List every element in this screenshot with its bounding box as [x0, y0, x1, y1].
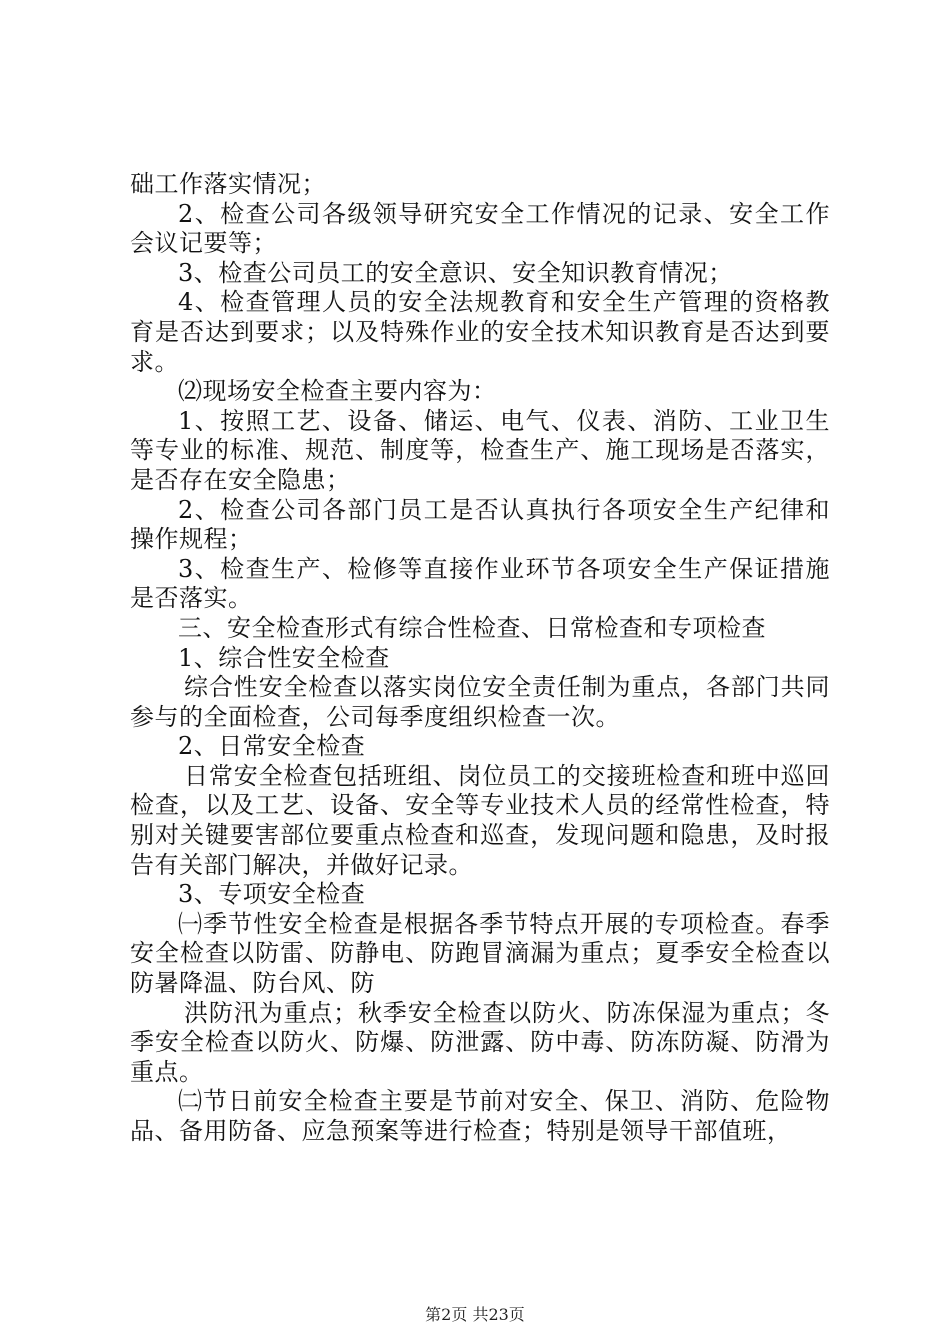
- paragraph-4: 4、检查管理人员的安全法规教育和安全生产管理的资格教育是否达到要求；以及特殊作业的安全技术知识教育是否达到要求。: [130, 288, 830, 376]
- paragraph-1: 础工作落实情况；: [130, 170, 326, 198]
- paragraph-6: 1、按照工艺、设备、储运、电气、仪表、消防、工业卫生等专业的标准、规范、制度等，检查生产、施工现场是否落实，是否存在安全隐患；: [130, 406, 830, 494]
- paragraph-2: 2、检查公司各级领导研究安全工作情况的记录、安全工作会议记要等；: [130, 199, 830, 258]
- section-heading: 三、安全检查形式有综合性检查、日常检查和专项检查: [178, 613, 766, 642]
- paragraph-7: 2、检查公司各部门员工是否认真执行各项安全生产纪律和操作规程；: [130, 495, 830, 554]
- paragraph-5: ⑵现场安全检查主要内容为：: [178, 377, 497, 406]
- paragraph-seasonal: ㈠季节性安全检查是根据各季节特点开展的专项检查。春季安全检查以防雷、防静电、防跑冒滴漏为重点；夏季安全检查以防暑降温、防台风、防: [130, 909, 830, 998]
- paragraph-holiday: ㈡节日前安全检查主要是节前对安全、保卫、消防、危险物品、备用防备、应急预案等进行检查；特别是领导干部值班，: [130, 1087, 830, 1145]
- paragraph-seasonal-continued: 洪防汛为重点；秋季安全检查以防火、防冻保湿为重点；冬季安全检查以防火、防爆、防泄露、防中毒、防冻防凝、防滑为重点。: [130, 998, 830, 1086]
- paragraph-8: 3、检查生产、检修等直接作业环节各项安全生产保证措施是否落实。: [130, 554, 830, 613]
- page-number-footer: 第2页 共23页: [425, 1305, 525, 1324]
- document-body: [130, 170, 830, 1147]
- subheading-special: 3、专项安全检查: [178, 880, 366, 909]
- paragraph-daily: 日常安全检查包括班组、岗位员工的交接班检查和班中巡回检查，以及工艺、设备、安全等专业技术人员的经常性检查，特别对关键要害部位要重点检查和巡查，发现问题和隐患，及时报告有关部门解决，并做好记录。: [130, 761, 830, 879]
- paragraph-comprehensive: 综合性安全检查以落实岗位安全责任制为重点，各部门共同参与的全面检查，公司每季度组织检查一次。: [130, 673, 830, 731]
- subheading-comprehensive: 1、综合性安全检查: [178, 643, 390, 672]
- paragraph-3: 3、检查公司员工的安全意识、安全知识教育情况；: [178, 258, 733, 287]
- subheading-daily: 2、日常安全检查: [178, 732, 366, 761]
